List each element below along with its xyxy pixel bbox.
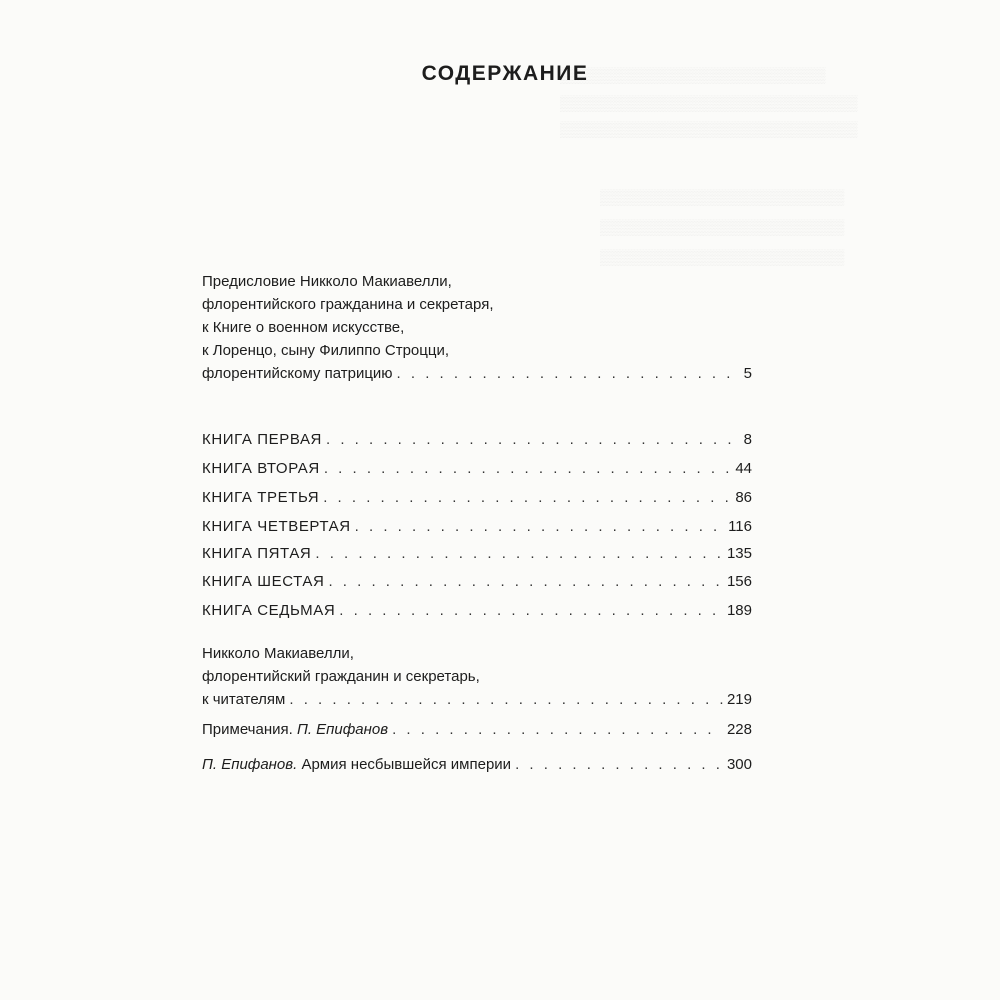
page-number: 5	[743, 365, 752, 382]
toc-entry-text	[202, 718, 388, 741]
toc-entry-book	[202, 457, 752, 480]
bleed-through-texture: ▒▒▒▒▒▒▒▒▒▒▒▒▒▒▒▒▒▒▒▒▒▒▒	[600, 220, 845, 236]
book-title: КНИГА СЕДЬМАЯ	[202, 602, 336, 619]
toc-entry-row	[202, 599, 752, 622]
toc-entry-book	[202, 428, 752, 451]
book-title: КНИГА ПЕРВАЯ	[202, 431, 322, 448]
book-title: КНИГА ТРЕТЬЯ	[202, 489, 320, 506]
dot-leader	[328, 570, 723, 593]
toc-entry-row	[202, 718, 752, 741]
toc-entry-line: флорентийский гражданин и секретарь,	[202, 668, 480, 685]
toc-entry-row	[202, 362, 752, 385]
toc-entry-line: к читателям	[202, 691, 286, 708]
dot-leader	[355, 515, 724, 538]
page-number: 116	[728, 518, 752, 535]
page-number: 300	[726, 756, 752, 773]
page-title: СОДЕРЖАНИЕ	[421, 62, 589, 85]
toc-entry-line: Предисловие Никколо Макиавелли,	[202, 273, 452, 290]
dot-leader	[392, 718, 723, 741]
book-title: КНИГА ЧЕТВЕРТАЯ	[202, 518, 351, 535]
toc-entry-row	[202, 542, 752, 565]
toc-entry-preface	[202, 270, 752, 385]
toc-entry-to-readers	[202, 642, 752, 711]
toc-entry-line: к Книге о военном искусстве,	[202, 319, 405, 336]
book-title: КНИГА ШЕСТАЯ	[202, 573, 325, 590]
toc-entry-row	[202, 515, 752, 538]
dot-leader	[289, 688, 723, 711]
dot-leader	[397, 362, 740, 385]
page-number: 219	[726, 691, 752, 708]
page-number: 8	[743, 431, 752, 448]
dot-leader	[315, 542, 723, 565]
essay-author: П. Епифанов.	[202, 756, 298, 773]
toc-entry-essay	[202, 753, 752, 776]
toc-entry-book	[202, 486, 752, 509]
bleed-through-texture: ▒▒▒▒▒▒▒▒▒▒▒▒▒▒▒▒▒▒▒▒▒▒▒	[600, 250, 845, 266]
toc-entry-row	[202, 688, 752, 711]
page-number: 189	[726, 602, 752, 619]
toc-entry-book	[202, 542, 752, 565]
book-title: КНИГА ВТОРАЯ	[202, 460, 320, 477]
dot-leader	[323, 486, 731, 509]
toc-entry-book	[202, 599, 752, 622]
dot-leader	[324, 457, 731, 480]
toc-entry-line: флорентийского гражданина и секретаря,	[202, 296, 494, 313]
dot-leader	[326, 428, 740, 451]
bleed-through-texture: ▒▒▒▒▒▒▒▒▒▒▒▒▒▒▒▒▒▒▒▒▒▒▒▒▒▒▒▒	[560, 96, 858, 112]
dot-leader	[515, 753, 723, 776]
toc-entry-book	[202, 515, 752, 538]
toc-entry-line: флорентийскому патрицию	[202, 365, 393, 382]
toc-entry-line: Никколо Макиавелли,	[202, 645, 354, 662]
toc-entry-line: к Лоренцо, сыну Филиппо Строцци,	[202, 342, 450, 359]
bleed-through-texture: ▒▒▒▒▒▒▒▒▒▒▒▒▒▒▒▒▒▒▒▒▒▒▒	[600, 190, 845, 206]
toc-entry-row	[202, 457, 752, 480]
page-number: 135	[726, 545, 752, 562]
toc-entry-row	[202, 753, 752, 776]
toc-entry-book	[202, 570, 752, 593]
notes-label: Примечания.	[202, 721, 293, 738]
toc-entry-notes	[202, 718, 752, 741]
bleed-through-texture: ▒▒▒▒▒▒▒▒▒▒▒▒▒▒▒▒▒▒▒▒▒▒▒▒▒	[560, 68, 826, 84]
essay-title: Армия несбывшейся империи	[301, 756, 512, 773]
toc-entry-row	[202, 570, 752, 593]
page-number: 228	[726, 721, 752, 738]
dot-leader	[339, 599, 723, 622]
page-number: 156	[726, 573, 752, 590]
toc-entry-row	[202, 428, 752, 451]
toc-entry-text	[202, 753, 511, 776]
bleed-through-texture: ▒▒▒▒▒▒▒▒▒▒▒▒▒▒▒▒▒▒▒▒▒▒▒▒▒▒▒▒	[560, 122, 858, 138]
page-number: 86	[735, 489, 752, 506]
book-title: КНИГА ПЯТАЯ	[202, 545, 312, 562]
notes-author: П. Епифанов	[296, 721, 389, 738]
page-number: 44	[735, 460, 752, 477]
toc-entry-row	[202, 486, 752, 509]
